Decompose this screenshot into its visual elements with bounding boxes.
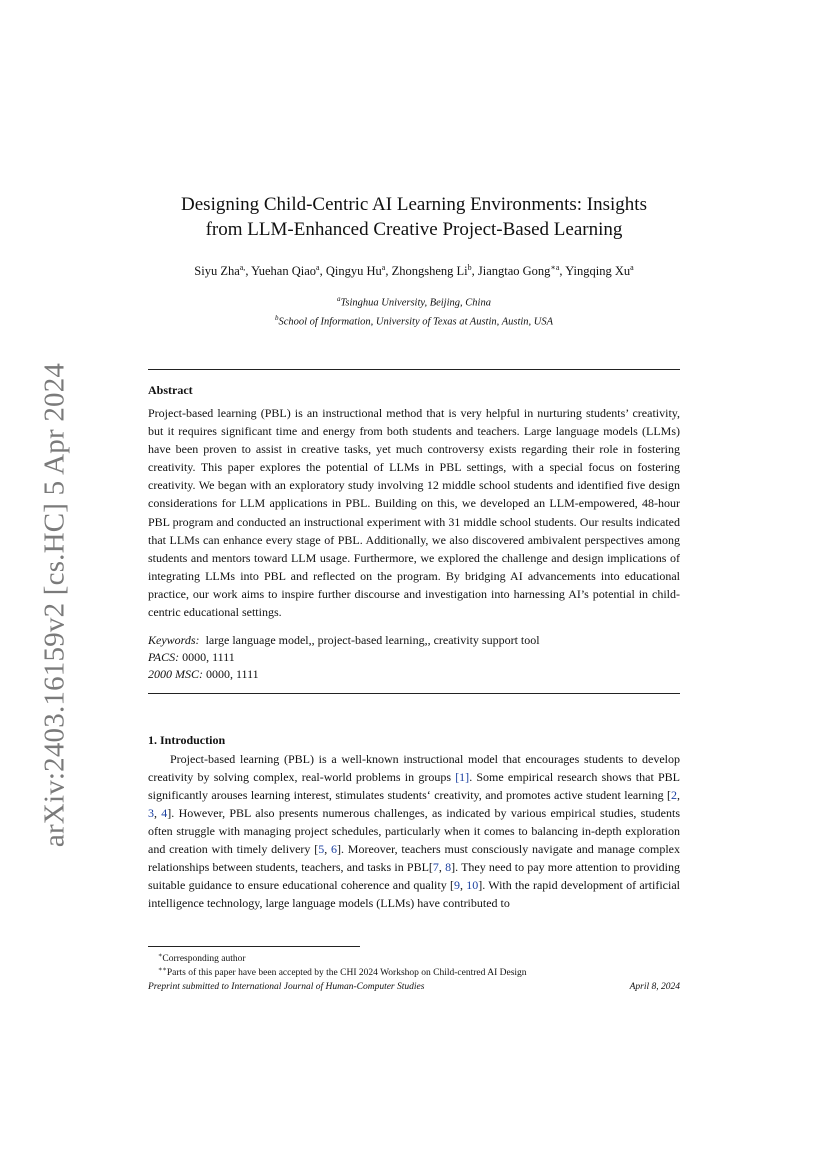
footnote-rule [148, 946, 360, 947]
abstract-heading: Abstract [148, 383, 193, 397]
affiliation-text: Tsinghua University, Beijing, China [340, 297, 491, 309]
author: Jiangtao Gong [477, 264, 551, 279]
citation-separator: , [324, 842, 331, 856]
author-affil-mark: a [316, 263, 320, 272]
intro-text: ]. However, PBL also presents numerous challenges, as indicated by various empirical studies, students often struggle with managing project schedules, particularly when it comes to balancing in-depth exploration and creation with timely delivery [ [148, 806, 681, 856]
citation-link[interactable]: 6 [331, 842, 337, 856]
author-affil-mark: ∗a [550, 263, 560, 272]
author: Qingyu Hu [325, 264, 382, 279]
affiliation-mark: b [274, 313, 279, 322]
pacs-line [148, 649, 235, 666]
affiliation-b [148, 311, 680, 330]
author-affil-mark: a, [239, 263, 246, 272]
citation-link[interactable]: 5 [318, 842, 325, 856]
author-affil-mark: a [381, 263, 386, 272]
footnote-chi-workshop [158, 965, 527, 978]
citation-link[interactable]: 9 [453, 878, 460, 892]
preprint-date: April 8, 2024 [629, 982, 680, 992]
abstract-text: Project-based learning (PBL) is an instructional method that is very helpful in nurturing students’ creativity, but it requires significant time and energy from both students and teachers. Large language models (LLMs) have been proven to assist in creative tasks, yet much controversy exists regarding their role in fostering creativity. This paper explores the potential of LLMs in PBL settings, with a special focus on fostering creativity. We began with an exploratory study involving 12 middle school students and identified five design considerations for LLM applications in PBL. Building on this, we developed an LLM-empowered, 48-hour PBL program and conducted an instructional experiment with 31 middle school students. Our results indicated that LLMs can enhance every stage of PBL. Additionally, we also discovered ambivalent perspectives among students and mentors toward LLM usage. Furthermore, we explored the challenge and design implications of integrating LLMs into PBL and reflected on the program. By bridging AI advancements into educational practice, our work aims to inspire further discourse and investigation into harnessing AI’s potential in child-centric educational settings. [148, 406, 680, 620]
intro-text: ]. Moreover, teachers must consciously navigate and manage complex relationships between students, teachers, and tasks in PBL[ [148, 842, 681, 874]
author: Yingqing Xu [565, 264, 631, 279]
author-affil-mark: b [467, 263, 472, 272]
title-line-1: Designing Child-Centric AI Learning Environments: Insights [181, 194, 647, 215]
intro-text: ]. With the rapid development of artificial intelligence technology, large language models (LLMs) have contributed to [148, 878, 681, 910]
footnote-mark: ∗∗ [158, 966, 167, 973]
affiliation-a [148, 292, 680, 311]
citation-separator: , [154, 806, 162, 820]
affiliations [148, 292, 680, 329]
citation-link[interactable]: 4 [161, 806, 168, 820]
abstract-top-rule [148, 369, 680, 370]
affiliation-text: School of Information, University of Texas at Austin, Austin, USA [278, 316, 554, 327]
footnote-corresponding [158, 951, 246, 964]
author-list: Siyu Zha$^{a,}$, Yuehan Qiao$^a$, Qingyu Hu$^a$, Zhongsheng Li$^b$, Jiangtao Gong$^{∗a}$, Yingqing Xu$^a$ [194, 263, 634, 279]
citation-link[interactable]: 10 [466, 878, 479, 892]
affiliation-mark: a [337, 295, 341, 303]
citation-link[interactable]: 2 [671, 788, 677, 802]
citation-separator: , [677, 788, 680, 802]
keywords-value: large language model,, project-based learning,, creativity support tool [205, 633, 540, 647]
intro-text: . Some empirical research shows that PBL significantly arouses learning interest, stimulates students‘ creativity, and promotes active student learning [ [148, 770, 680, 802]
preprint-note: Preprint submitted to International Journal of Human-Computer Studies [148, 982, 425, 992]
footnote-mark: ∗ [158, 952, 163, 959]
citation-link[interactable]: 8 [445, 860, 452, 874]
footnote-text: Corresponding author [162, 954, 246, 965]
citation-link[interactable]: 3 [148, 806, 154, 820]
section-heading-introduction: 1. Introduction [148, 733, 226, 747]
introduction-paragraph [148, 750, 680, 912]
citation-link[interactable]: 7 [432, 860, 439, 874]
msc-line [148, 666, 259, 683]
pacs-label: PACS: [148, 650, 180, 664]
msc-value: 0000, 1111 [206, 667, 259, 681]
msc-label: 2000 MSC: [148, 667, 203, 681]
pacs-value: 0000, 1111 [182, 650, 235, 664]
intro-text: Project-based learning (PBL) is a well-known instructional model that encourages students to develop creativity by solving complex, real-world problems in groups [148, 752, 680, 784]
citation-separator: , [459, 878, 467, 892]
citation-link[interactable]: [1] [455, 770, 470, 784]
footnote-text: Parts of this paper have been accepted by the CHI 2024 Workshop on Child-centred AI Design [166, 968, 527, 979]
arxiv-identifier: arXiv:2403.16159v2 [cs.HC] 5 Apr 2024 [38, 362, 71, 848]
author: Yuehan Qiao [251, 264, 317, 279]
title-line-2: from LLM-Enhanced Creative Project-Based Learning [205, 219, 623, 240]
author: Zhongsheng Li [391, 264, 468, 279]
paper-title [148, 192, 680, 242]
author: Siyu Zha [194, 264, 240, 279]
author-affil-mark: a [630, 263, 634, 272]
intro-text: ]. They need to pay more attention to providing suitable guidance to ensure educational coherence and quality [ [148, 860, 680, 892]
keywords-line [148, 632, 540, 649]
citation-separator: , [438, 860, 446, 874]
keywords-label: Keywords: [148, 633, 200, 647]
abstract-bottom-rule [148, 693, 680, 694]
